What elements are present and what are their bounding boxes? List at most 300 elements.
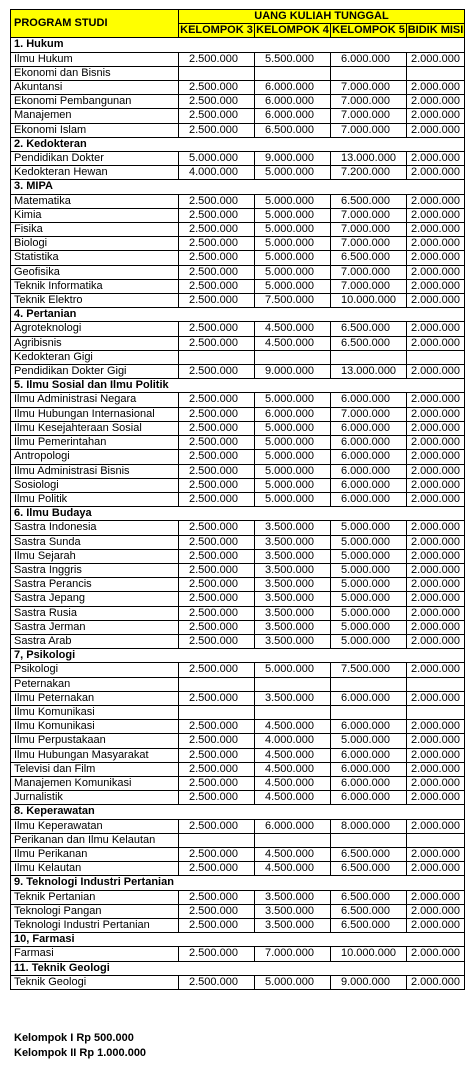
group-label: 7, Psikologi xyxy=(11,649,465,663)
kelompok-3-cell: 2.500.000 xyxy=(179,81,255,95)
kelompok-4-cell: 7.000.000 xyxy=(255,947,331,961)
program-name-cell: Biologi xyxy=(11,237,179,251)
program-name-cell: Ilmu Kesejahteraan Sosial xyxy=(11,421,179,435)
kelompok-3-cell xyxy=(179,66,255,80)
program-name-cell: Agroteknologi xyxy=(11,322,179,336)
table-row xyxy=(11,819,465,833)
kelompok-4-cell: 4.500.000 xyxy=(255,720,331,734)
bidik-misi-cell: 2.000.000 xyxy=(407,819,465,833)
table-row xyxy=(11,677,465,691)
kelompok-5-cell: 6.000.000 xyxy=(331,791,407,805)
bidik-misi-cell: 2.000.000 xyxy=(407,478,465,492)
table-row xyxy=(11,634,465,648)
kelompok-4-cell xyxy=(255,833,331,847)
kelompok-5-cell: 7.500.000 xyxy=(331,663,407,677)
kelompok-4-cell: 4.000.000 xyxy=(255,734,331,748)
kelompok-3-cell: 2.500.000 xyxy=(179,947,255,961)
kelompok-5-cell: 7.000.000 xyxy=(331,279,407,293)
program-name-cell: Teknik Pertanian xyxy=(11,890,179,904)
table-row xyxy=(11,208,465,222)
kelompok-4-cell: 9.000.000 xyxy=(255,152,331,166)
kelompok-5-cell: 6.500.000 xyxy=(331,862,407,876)
bidik-misi-cell xyxy=(407,833,465,847)
table-row xyxy=(11,152,465,166)
program-name-cell: Ilmu Sejarah xyxy=(11,549,179,563)
program-name-cell: Ilmu Komunikasi xyxy=(11,720,179,734)
program-name-cell: Ekonomi Islam xyxy=(11,123,179,137)
table-row xyxy=(11,592,465,606)
kelompok-4-cell: 3.500.000 xyxy=(255,904,331,918)
column-header-kelompok-3: KELOMPOK 3 xyxy=(180,24,253,37)
table-row xyxy=(11,947,465,961)
kelompok-5-cell: 6.500.000 xyxy=(331,336,407,350)
kelompok-5-cell xyxy=(331,677,407,691)
table-row xyxy=(11,166,465,180)
kelompok-3-cell: 2.500.000 xyxy=(179,109,255,123)
group-label: 5. Ilmu Sosial dan Ilmu Politik xyxy=(11,379,465,393)
table-row xyxy=(11,109,465,123)
kelompok-3-cell: 2.500.000 xyxy=(179,748,255,762)
kelompok-3-cell: 2.500.000 xyxy=(179,478,255,492)
group-row xyxy=(11,180,465,194)
kelompok-4-cell: 3.500.000 xyxy=(255,919,331,933)
program-name-cell: Perikanan dan Ilmu Kelautan xyxy=(11,833,179,847)
kelompok-5-cell: 6.000.000 xyxy=(331,492,407,506)
program-name-cell: Ilmu Keperawatan xyxy=(11,819,179,833)
kelompok-4-cell: 6.000.000 xyxy=(255,95,331,109)
bidik-misi-cell: 2.000.000 xyxy=(407,904,465,918)
bidik-misi-cell: 2.000.000 xyxy=(407,322,465,336)
kelompok-3-cell: 2.500.000 xyxy=(179,904,255,918)
program-name-cell: Manajemen xyxy=(11,109,179,123)
program-name-cell: Peternakan xyxy=(11,677,179,691)
program-name-cell: Sastra Rusia xyxy=(11,606,179,620)
program-name-cell: Teknologi Pangan xyxy=(11,904,179,918)
group-row xyxy=(11,308,465,322)
kelompok-3-cell: 2.500.000 xyxy=(179,393,255,407)
kelompok-3-cell: 2.500.000 xyxy=(179,294,255,308)
kelompok-5-cell: 6.000.000 xyxy=(331,691,407,705)
bidik-misi-cell: 2.000.000 xyxy=(407,862,465,876)
kelompok-4-cell: 5.000.000 xyxy=(255,421,331,435)
kelompok-3-cell: 2.500.000 xyxy=(179,620,255,634)
table-row xyxy=(11,663,465,677)
program-name-cell: Teknologi Industri Pertanian xyxy=(11,919,179,933)
program-name-cell: Ilmu Pemerintahan xyxy=(11,436,179,450)
bidik-misi-cell: 2.000.000 xyxy=(407,919,465,933)
kelompok-3-cell: 2.500.000 xyxy=(179,563,255,577)
bidik-misi-cell xyxy=(407,66,465,80)
kelompok-5-cell: 7.000.000 xyxy=(331,81,407,95)
table-row xyxy=(11,450,465,464)
kelompok-4-cell: 6.500.000 xyxy=(255,123,331,137)
program-name-cell: Akuntansi xyxy=(11,81,179,95)
kelompok-5-cell: 9.000.000 xyxy=(331,975,407,989)
kelompok-4-cell xyxy=(255,677,331,691)
table-row xyxy=(11,265,465,279)
kelompok-5-cell: 5.000.000 xyxy=(331,606,407,620)
table-row xyxy=(11,904,465,918)
kelompok-3-cell: 2.500.000 xyxy=(179,223,255,237)
program-name-cell: Geofisika xyxy=(11,265,179,279)
table-row xyxy=(11,237,465,251)
kelompok-3-cell: 2.500.000 xyxy=(179,862,255,876)
kelompok-3-cell: 2.500.000 xyxy=(179,265,255,279)
note-line: Kelompok I Rp 500.000 xyxy=(14,1032,134,1044)
kelompok-4-cell: 5.000.000 xyxy=(255,464,331,478)
bidik-misi-cell: 2.000.000 xyxy=(407,663,465,677)
kelompok-5-cell: 6.000.000 xyxy=(331,748,407,762)
kelompok-4-cell: 5.000.000 xyxy=(255,975,331,989)
program-name-cell: Ekonomi Pembangunan xyxy=(11,95,179,109)
group-row xyxy=(11,649,465,663)
kelompok-3-cell: 2.500.000 xyxy=(179,322,255,336)
program-name-cell: Sosiologi xyxy=(11,478,179,492)
program-name-cell: Kedokteran Gigi xyxy=(11,350,179,364)
group-row xyxy=(11,38,465,52)
group-label: 10, Farmasi xyxy=(11,933,465,947)
kelompok-4-cell: 6.000.000 xyxy=(255,819,331,833)
table-row xyxy=(11,95,465,109)
bidik-misi-cell: 2.000.000 xyxy=(407,620,465,634)
kelompok-5-cell: 10.000.000 xyxy=(331,294,407,308)
tuition-table-container xyxy=(10,9,465,990)
group-row xyxy=(11,507,465,521)
table-row xyxy=(11,223,465,237)
kelompok-4-cell: 5.000.000 xyxy=(255,251,331,265)
table-row xyxy=(11,776,465,790)
kelompok-5-cell: 6.500.000 xyxy=(331,919,407,933)
table-row xyxy=(11,791,465,805)
table-row xyxy=(11,762,465,776)
kelompok-4-cell: 3.500.000 xyxy=(255,620,331,634)
bidik-misi-cell: 2.000.000 xyxy=(407,208,465,222)
kelompok-5-cell: 5.000.000 xyxy=(331,734,407,748)
table-row xyxy=(11,194,465,208)
program-header: PROGRAM STUDI xyxy=(11,10,179,38)
bidik-misi-cell: 2.000.000 xyxy=(407,223,465,237)
program-name-cell: Sastra Sunda xyxy=(11,535,179,549)
table-row xyxy=(11,862,465,876)
kelompok-4-cell: 5.000.000 xyxy=(255,166,331,180)
kelompok-5-cell: 6.000.000 xyxy=(331,478,407,492)
kelompok-3-cell: 2.500.000 xyxy=(179,365,255,379)
program-name-cell: Televisi dan Film xyxy=(11,762,179,776)
bidik-misi-cell: 2.000.000 xyxy=(407,81,465,95)
kelompok-4-cell xyxy=(255,350,331,364)
table-row xyxy=(11,336,465,350)
kelompok-5-cell: 10.000.000 xyxy=(331,947,407,961)
program-name-cell: Teknik Geologi xyxy=(11,975,179,989)
kelompok-5-cell: 6.000.000 xyxy=(331,450,407,464)
bidik-misi-cell: 2.000.000 xyxy=(407,535,465,549)
kelompok-3-cell: 2.500.000 xyxy=(179,592,255,606)
table-row xyxy=(11,748,465,762)
kelompok-4-cell: 6.000.000 xyxy=(255,81,331,95)
bidik-misi-cell: 2.000.000 xyxy=(407,251,465,265)
bidik-misi-cell: 2.000.000 xyxy=(407,578,465,592)
kelompok-4-cell: 5.000.000 xyxy=(255,450,331,464)
kelompok-4-cell: 4.500.000 xyxy=(255,336,331,350)
program-name-cell: Ilmu Hubungan Internasional xyxy=(11,407,179,421)
kelompok-4-cell: 3.500.000 xyxy=(255,578,331,592)
group-row xyxy=(11,137,465,151)
kelompok-5-cell: 13.000.000 xyxy=(331,152,407,166)
kelompok-3-cell: 2.500.000 xyxy=(179,52,255,66)
bidik-misi-cell: 2.000.000 xyxy=(407,748,465,762)
kelompok-5-cell: 6.000.000 xyxy=(331,762,407,776)
kelompok-5-cell: 6.000.000 xyxy=(331,393,407,407)
kelompok-3-cell: 2.500.000 xyxy=(179,237,255,251)
program-name-cell: Sastra Perancis xyxy=(11,578,179,592)
kelompok-3-cell: 2.500.000 xyxy=(179,535,255,549)
kelompok-3-cell: 2.500.000 xyxy=(179,776,255,790)
column-header-kelompok-5: KELOMPOK 5 xyxy=(332,24,405,37)
bidik-misi-cell: 2.000.000 xyxy=(407,336,465,350)
kelompok-3-cell: 2.500.000 xyxy=(179,919,255,933)
table-row xyxy=(11,549,465,563)
notes xyxy=(14,1031,146,1061)
table-row xyxy=(11,535,465,549)
kelompok-4-cell: 7.500.000 xyxy=(255,294,331,308)
kelompok-5-cell: 5.000.000 xyxy=(331,634,407,648)
kelompok-5-cell xyxy=(331,66,407,80)
kelompok-5-cell xyxy=(331,705,407,719)
table-row xyxy=(11,66,465,80)
program-name-cell: Ilmu Perpustakaan xyxy=(11,734,179,748)
table-row xyxy=(11,847,465,861)
kelompok-4-cell: 9.000.000 xyxy=(255,365,331,379)
table-row xyxy=(11,123,465,137)
bidik-misi-cell: 2.000.000 xyxy=(407,450,465,464)
bidik-misi-cell: 2.000.000 xyxy=(407,563,465,577)
kelompok-4-cell: 3.500.000 xyxy=(255,549,331,563)
kelompok-3-cell: 2.500.000 xyxy=(179,819,255,833)
program-name-cell: Ilmu Komunikasi xyxy=(11,705,179,719)
program-name-cell: Pendidikan Dokter Gigi xyxy=(11,365,179,379)
program-name-cell: Ilmu Administrasi Bisnis xyxy=(11,464,179,478)
kelompok-5-cell: 7.000.000 xyxy=(331,265,407,279)
table-row xyxy=(11,890,465,904)
table-row xyxy=(11,720,465,734)
kelompok-3-cell: 2.500.000 xyxy=(179,436,255,450)
kelompok-3-cell: 2.500.000 xyxy=(179,734,255,748)
kelompok-3-cell: 2.500.000 xyxy=(179,762,255,776)
table-row xyxy=(11,734,465,748)
bidik-misi-cell: 2.000.000 xyxy=(407,436,465,450)
bidik-misi-cell: 2.000.000 xyxy=(407,762,465,776)
group-row xyxy=(11,805,465,819)
group-row xyxy=(11,876,465,890)
table-row xyxy=(11,478,465,492)
bidik-misi-cell: 2.000.000 xyxy=(407,365,465,379)
kelompok-5-cell: 6.500.000 xyxy=(331,322,407,336)
kelompok-4-cell: 3.500.000 xyxy=(255,521,331,535)
bidik-misi-cell: 2.000.000 xyxy=(407,734,465,748)
kelompok-3-cell: 2.500.000 xyxy=(179,95,255,109)
bidik-misi-cell: 2.000.000 xyxy=(407,166,465,180)
bidik-misi-cell xyxy=(407,677,465,691)
table-row xyxy=(11,578,465,592)
program-name-cell: Antropologi xyxy=(11,450,179,464)
bidik-misi-cell: 2.000.000 xyxy=(407,279,465,293)
kelompok-5-cell: 5.000.000 xyxy=(331,521,407,535)
program-name-cell: Kedokteran Hewan xyxy=(11,166,179,180)
kelompok-4-cell: 6.000.000 xyxy=(255,407,331,421)
bidik-misi-cell xyxy=(407,705,465,719)
kelompok-5-cell: 6.000.000 xyxy=(331,52,407,66)
kelompok-4-cell: 5.000.000 xyxy=(255,279,331,293)
table-row xyxy=(11,521,465,535)
kelompok-4-cell: 4.500.000 xyxy=(255,791,331,805)
bidik-misi-cell: 2.000.000 xyxy=(407,294,465,308)
kelompok-5-cell: 7.000.000 xyxy=(331,237,407,251)
bidik-misi-cell: 2.000.000 xyxy=(407,109,465,123)
kelompok-4-cell: 4.500.000 xyxy=(255,762,331,776)
kelompok-3-cell: 2.500.000 xyxy=(179,251,255,265)
kelompok-4-cell: 4.500.000 xyxy=(255,847,331,861)
kelompok-3-cell: 2.500.000 xyxy=(179,407,255,421)
group-label: 11. Teknik Geologi xyxy=(11,961,465,975)
kelompok-4-cell: 3.500.000 xyxy=(255,606,331,620)
kelompok-3-cell: 2.500.000 xyxy=(179,492,255,506)
kelompok-4-cell: 3.500.000 xyxy=(255,592,331,606)
kelompok-3-cell: 2.500.000 xyxy=(179,890,255,904)
bidik-misi-cell xyxy=(407,350,465,364)
bidik-misi-cell: 2.000.000 xyxy=(407,152,465,166)
program-name-cell: Ilmu Politik xyxy=(11,492,179,506)
bidik-misi-cell: 2.000.000 xyxy=(407,592,465,606)
kelompok-5-cell: 6.000.000 xyxy=(331,421,407,435)
program-name-cell: Farmasi xyxy=(11,947,179,961)
table-row xyxy=(11,350,465,364)
kelompok-5-cell: 6.000.000 xyxy=(331,776,407,790)
kelompok-5-cell: 7.000.000 xyxy=(331,407,407,421)
table-row xyxy=(11,436,465,450)
kelompok-4-cell: 5.000.000 xyxy=(255,223,331,237)
kelompok-5-cell: 7.000.000 xyxy=(331,95,407,109)
kelompok-3-cell: 2.500.000 xyxy=(179,578,255,592)
table-body xyxy=(11,38,465,990)
bidik-misi-cell: 2.000.000 xyxy=(407,123,465,137)
kelompok-3-cell: 2.500.000 xyxy=(179,791,255,805)
program-name-cell: Ilmu Perikanan xyxy=(11,847,179,861)
kelompok-3-cell: 2.500.000 xyxy=(179,606,255,620)
kelompok-3-cell: 2.500.000 xyxy=(179,194,255,208)
bidik-misi-cell: 2.000.000 xyxy=(407,890,465,904)
kelompok-5-cell: 5.000.000 xyxy=(331,578,407,592)
program-name-cell: Sastra Jepang xyxy=(11,592,179,606)
bidik-misi-cell: 2.000.000 xyxy=(407,407,465,421)
kelompok-5-cell: 7.000.000 xyxy=(331,123,407,137)
table-row xyxy=(11,492,465,506)
program-name-cell: Ekonomi dan Bisnis xyxy=(11,66,179,80)
kelompok-3-cell xyxy=(179,677,255,691)
kelompok-3-cell: 2.500.000 xyxy=(179,464,255,478)
kelompok-4-cell: 5.000.000 xyxy=(255,194,331,208)
table-row xyxy=(11,52,465,66)
kelompok-4-cell: 3.500.000 xyxy=(255,563,331,577)
bidik-misi-cell: 2.000.000 xyxy=(407,95,465,109)
kelompok-5-cell: 8.000.000 xyxy=(331,819,407,833)
kelompok-4-cell: 5.000.000 xyxy=(255,436,331,450)
bidik-misi-cell: 2.000.000 xyxy=(407,975,465,989)
bidik-misi-cell: 2.000.000 xyxy=(407,521,465,535)
program-name-cell: Matematika xyxy=(11,194,179,208)
bidik-misi-cell: 2.000.000 xyxy=(407,464,465,478)
kelompok-5-cell: 6.000.000 xyxy=(331,720,407,734)
table-row xyxy=(11,919,465,933)
group-label: 3. MIPA xyxy=(11,180,465,194)
bidik-misi-cell: 2.000.000 xyxy=(407,606,465,620)
kelompok-4-cell: 5.000.000 xyxy=(255,208,331,222)
kelompok-3-cell: 2.500.000 xyxy=(179,421,255,435)
table-row xyxy=(11,421,465,435)
kelompok-3-cell xyxy=(179,705,255,719)
program-name-cell: Ilmu Kelautan xyxy=(11,862,179,876)
kelompok-4-cell: 3.500.000 xyxy=(255,634,331,648)
bidik-misi-cell: 2.000.000 xyxy=(407,194,465,208)
kelompok-4-cell: 6.000.000 xyxy=(255,109,331,123)
program-name-cell: Jurnalistik xyxy=(11,791,179,805)
program-name-cell: Ilmu Hubungan Masyarakat xyxy=(11,748,179,762)
program-name-cell: Psikologi xyxy=(11,663,179,677)
kelompok-4-cell: 4.500.000 xyxy=(255,322,331,336)
kelompok-5-cell: 7.000.000 xyxy=(331,109,407,123)
kelompok-4-cell: 3.500.000 xyxy=(255,535,331,549)
kelompok-3-cell: 2.500.000 xyxy=(179,691,255,705)
bidik-misi-cell: 2.000.000 xyxy=(407,847,465,861)
kelompok-4-cell: 5.000.000 xyxy=(255,492,331,506)
column-header-bidik-misi: BIDIK MISI xyxy=(407,24,464,37)
bidik-misi-cell: 2.000.000 xyxy=(407,421,465,435)
kelompok-3-cell xyxy=(179,833,255,847)
program-name-cell: Sastra Arab xyxy=(11,634,179,648)
table-row xyxy=(11,322,465,336)
bidik-misi-cell: 2.000.000 xyxy=(407,237,465,251)
group-label: 2. Kedokteran xyxy=(11,137,465,151)
kelompok-3-cell: 2.500.000 xyxy=(179,634,255,648)
group-label: 8. Keperawatan xyxy=(11,805,465,819)
kelompok-3-cell: 5.000.000 xyxy=(179,152,255,166)
kelompok-4-cell xyxy=(255,66,331,80)
bidik-misi-cell: 2.000.000 xyxy=(407,634,465,648)
column-header-kelompok-4: KELOMPOK 4 xyxy=(256,24,329,37)
kelompok-5-cell: 6.500.000 xyxy=(331,890,407,904)
kelompok-5-cell: 6.000.000 xyxy=(331,464,407,478)
kelompok-5-cell: 5.000.000 xyxy=(331,620,407,634)
kelompok-5-cell: 5.000.000 xyxy=(331,563,407,577)
program-name-cell: Ilmu Peternakan xyxy=(11,691,179,705)
table-row xyxy=(11,606,465,620)
kelompok-4-cell: 5.000.000 xyxy=(255,663,331,677)
kelompok-4-cell: 5.500.000 xyxy=(255,52,331,66)
kelompok-3-cell: 2.500.000 xyxy=(179,975,255,989)
kelompok-5-cell xyxy=(331,833,407,847)
kelompok-4-cell: 5.000.000 xyxy=(255,265,331,279)
kelompok-4-cell: 5.000.000 xyxy=(255,478,331,492)
program-name-cell: Sastra Inggris xyxy=(11,563,179,577)
kelompok-3-cell: 2.500.000 xyxy=(179,336,255,350)
table-row xyxy=(11,294,465,308)
program-name-cell: Manajemen Komunikasi xyxy=(11,776,179,790)
kelompok-3-cell: 4.000.000 xyxy=(179,166,255,180)
program-name-cell: Sastra Jerman xyxy=(11,620,179,634)
table-row xyxy=(11,620,465,634)
tuition-table xyxy=(10,9,465,990)
table-row xyxy=(11,365,465,379)
kelompok-5-cell: 5.000.000 xyxy=(331,535,407,549)
